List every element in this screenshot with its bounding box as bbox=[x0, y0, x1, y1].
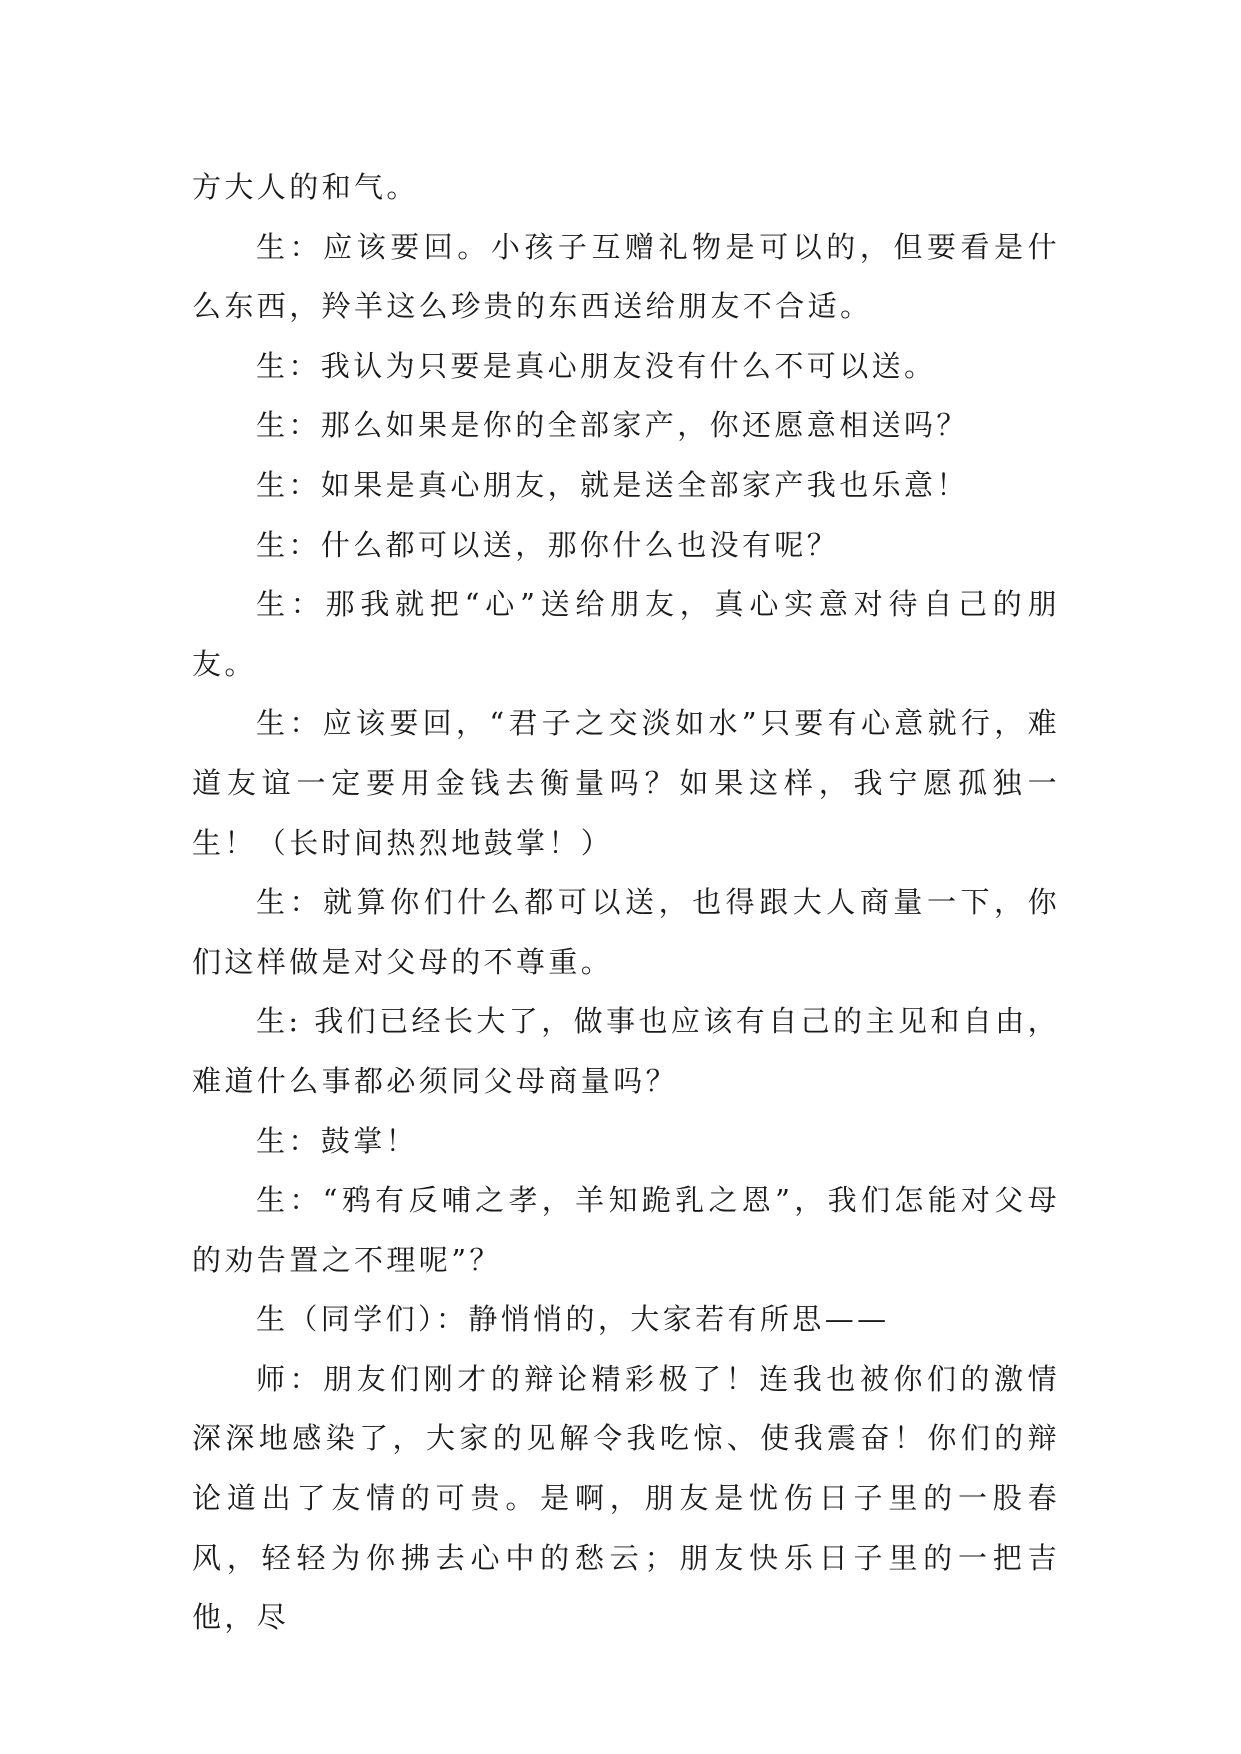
paragraph: 生：鼓掌！ bbox=[256, 1123, 419, 1158]
paragraph: 生：应该要回，“君子之交淡如水”只要有心意就行，难道友谊一定要用金钱去衡量吗？如果这样，我宁愿孤独一生！（长时间热烈地鼓掌！） bbox=[192, 706, 1060, 860]
paragraph: 生：“鸦有反哺之孝，羊知跪乳之恩”，我们怎能对父母的劝告置之不理呢”？ bbox=[192, 1183, 1060, 1277]
paragraph: 生：那我就把“心”送给朋友，真心实意对待自己的朋友。 bbox=[192, 587, 1060, 681]
paragraph: 生：如果是真心朋友，就是送全部家产我也乐意！ bbox=[256, 467, 969, 502]
paragraph: 生: 我们已经长大了，做事也应该有自己的主见和自由，难道什么事都必须同父母商量吗？ bbox=[192, 1004, 1060, 1098]
document-body bbox=[192, 158, 1060, 1648]
paragraph: 生：什么都可以送，那你什么也没有呢？ bbox=[256, 527, 840, 562]
paragraph: 生：就算你们什么都可以送，也得跟大人商量一下，你们这样做是对父母的不尊重。 bbox=[192, 885, 1060, 979]
paragraph: 师：朋友们刚才的辩论精彩极了！连我也被你们的激情深深地感染了，大家的见解令我吃惊、使我震奋！你们的辩论道出了友情的可贵。是啊，朋友是忧伤日子里的一股春风，轻轻为你拂去心中的愁云；朋友快乐日子里的一把吉他，尽 bbox=[192, 1361, 1060, 1635]
paragraph: 生：那么如果是你的全部家产，你还愿意相送吗？ bbox=[256, 408, 969, 443]
paragraph: 生（同学们）：静悄悄的，大家若有所思—— bbox=[256, 1302, 890, 1337]
paragraph: 方大人的和气。 bbox=[192, 170, 419, 204]
paragraph: 生：应该要回。小孩子互赠礼物是可以的，但要看是什么东西，羚羊这么珍贵的东西送给朋友不合适。 bbox=[192, 229, 1060, 324]
paragraph: 生：我认为只要是真心朋友没有什么不可以送。 bbox=[256, 348, 937, 383]
